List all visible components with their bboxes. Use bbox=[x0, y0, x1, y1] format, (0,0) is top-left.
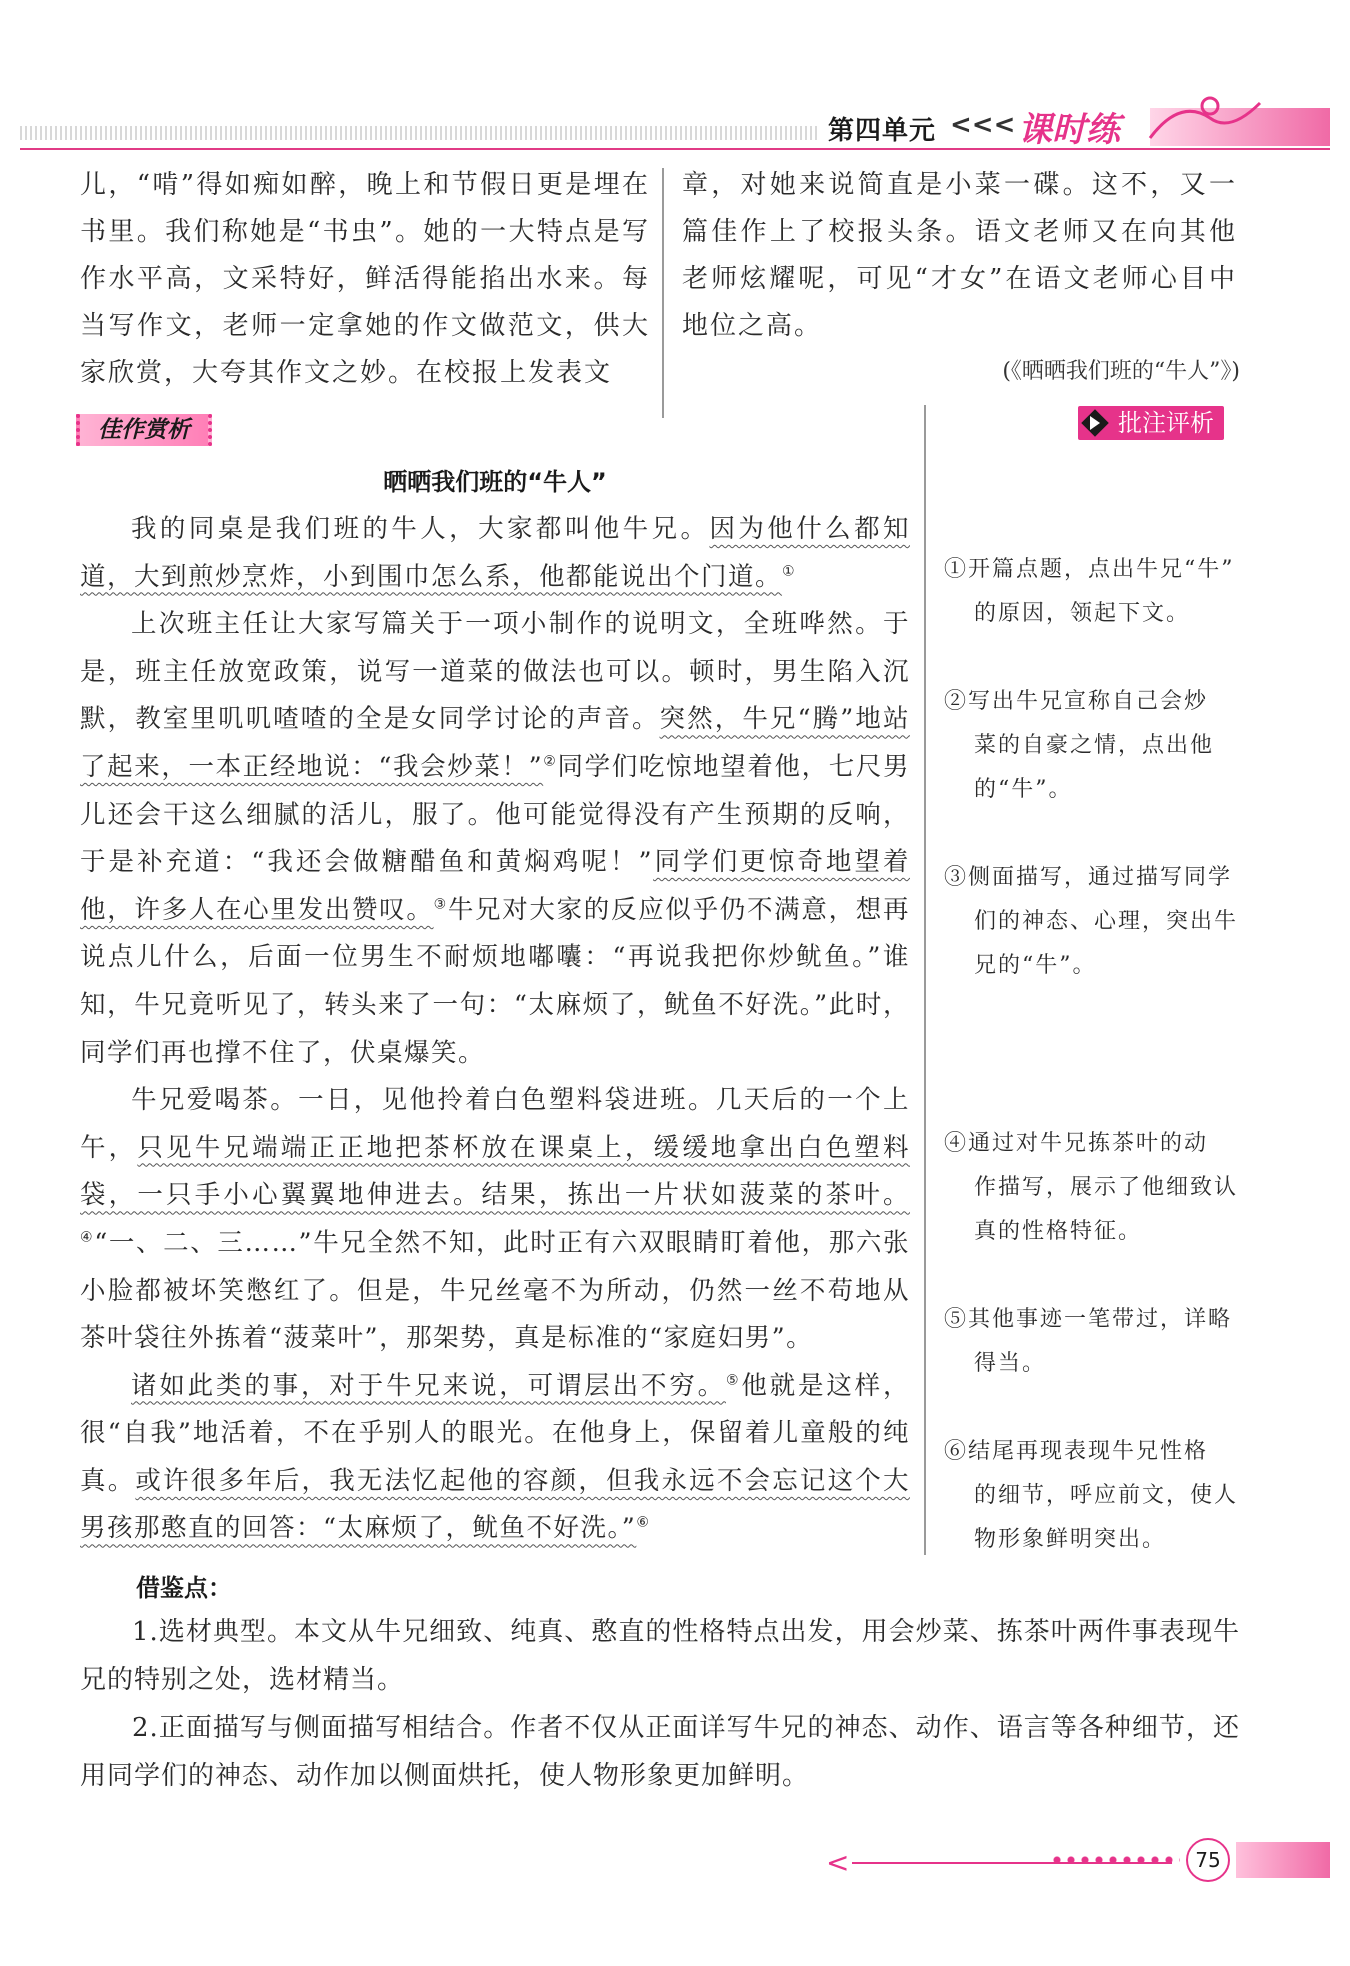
footer-dots bbox=[1050, 1852, 1180, 1868]
text-span: 上次班主任让大家写篇关于一项小制作的说明文，全班哗然。于是，班主任放宽政策，说写一道菜的做法也可以。顿时，男生陷入沉默，教室里叽叽喳喳的全是女同学讨论的声音。 bbox=[80, 609, 910, 735]
note-number: ① bbox=[944, 557, 969, 582]
article-title: 晒晒我们班的“牛人” bbox=[383, 468, 607, 496]
underlined-span: 因为他什么都知道，大到煎炒烹炸，小到围巾怎么系，他都能说出个门道。 bbox=[80, 514, 910, 592]
note-number: ⑤ bbox=[944, 1307, 969, 1332]
note-text: 其他事迹一笔带过，详略 bbox=[968, 1307, 1233, 1332]
note-text: 开篇点题，点出牛兄“牛” bbox=[968, 557, 1235, 582]
note-text: 们的神态、心理，突出牛兄的“牛”。 bbox=[974, 909, 1239, 978]
header-rule bbox=[20, 148, 1330, 150]
top-left-column: 儿，“啃”得如痴如醉，晚上和节假日更是埋在书里。我们称她是“书虫”。她的一大特点是写作水平高，文采特好，鲜活得能掐出水来。每当写作文，老师一定拿她的作文做范文，供大家欣赏，大夸其作文之妙。在校报上发表文 bbox=[80, 170, 650, 388]
note-number: ④ bbox=[944, 1131, 969, 1156]
section-tag-jiazuo: 佳作赏析 bbox=[76, 414, 212, 446]
text-span: 牛兄爱喝茶。一日，见他拎着白色塑料袋进班。几天后的一个上午， bbox=[80, 1085, 910, 1163]
play-icon bbox=[1090, 416, 1100, 430]
text-span: 牛兄对大家的反应似乎仍不满意，想再说点儿什么，后面一位男生不耐烦地嘟囔：“再说我把你炒鱿鱼。”谁知，牛兄竟听见了，转头来了一句：“太麻烦了，鱿鱼不好洗。”此时，同学们再也撑不住了，伏桌爆笑。 bbox=[80, 894, 910, 1068]
takeaway-point-2: 2.正面描写与侧面描写相结合。作者不仅从正面详写牛兄的神态、动作、语言等各种细节，还用同学们的神态、动作加以侧面烘托，使人物形象更加鲜明。 bbox=[80, 1713, 1240, 1791]
note-marker: ② bbox=[543, 753, 558, 770]
note-text: 侧面描写，通过描写同学 bbox=[968, 865, 1233, 890]
annotation-6 bbox=[944, 1430, 1244, 1562]
note-number: ⑥ bbox=[944, 1439, 969, 1464]
unit-title: 第四单元 bbox=[828, 116, 937, 146]
page-header bbox=[0, 88, 1350, 152]
underlined-span: 只见牛兄端端正正地把茶杯放在课桌上，缓缓地拿出白色塑料袋，一只手小心翼翼地伸进去。结果，拣出一片状如菠菜的茶叶。 bbox=[80, 1132, 910, 1211]
note-text: 菜的自豪之情，点出他的“牛”。 bbox=[974, 733, 1215, 802]
note-text: 得当。 bbox=[974, 1351, 1047, 1376]
note-marker: ③ bbox=[433, 896, 448, 913]
article-paragraph-3 bbox=[80, 1077, 910, 1363]
annotation-2 bbox=[944, 680, 1244, 812]
brand-logo: 课时练 bbox=[1018, 110, 1120, 150]
note-marker: ① bbox=[782, 563, 797, 580]
section-tag-pizhu: 批注评析 bbox=[1078, 406, 1224, 440]
note-text: 作描写，展示了他细致认真的性格特征。 bbox=[974, 1175, 1239, 1244]
note-marker: ⑤ bbox=[725, 1372, 742, 1389]
takeaway-point-1: 1.选材典型。本文从牛兄细致、纯真、憨直的性格特点出发，用会炒菜、拣茶叶两件事表现牛兄的特别之处，选材精当。 bbox=[80, 1617, 1240, 1695]
text-span: 我的同桌是我们班的牛人，大家都叫他牛兄。 bbox=[131, 514, 710, 544]
underlined-span: 或许很多年后，我无法忆起他的容颜，但我永远不会忘记这个大男孩那憨直的回答：“太麻烦了，鱿鱼不好洗。” bbox=[80, 1465, 910, 1544]
brand-swirl-icon bbox=[1140, 88, 1330, 148]
text-span: 他就是这样，很“自我”地活着，不在乎别人的眼光。在他身上，保留着儿童般的纯真。 bbox=[80, 1370, 910, 1496]
takeaway-body bbox=[80, 1608, 1240, 1800]
underlined-span: 突然，牛兄“腾”地站了起来，一本正经地说：“我会炒菜！” bbox=[80, 704, 910, 782]
article-paragraph-2 bbox=[80, 601, 910, 1077]
note-text: 通过对牛兄拣茶叶的动 bbox=[968, 1131, 1209, 1156]
text-span: 同学们吃惊地望着他，七尺男儿还会干这么细腻的活儿，服了。他可能觉得没有产生预期的反响，于是补充道：“我还会做糖醋鱼和黄焖鸡呢！” bbox=[80, 751, 910, 878]
note-text: 结尾再现表现牛兄性格 bbox=[968, 1439, 1209, 1464]
top-source: (《晒晒我们班的“牛人”》) bbox=[1002, 359, 1240, 384]
article-body bbox=[80, 506, 910, 1553]
note-text: 的原因，领起下文。 bbox=[974, 601, 1191, 626]
note-number: ② bbox=[944, 689, 969, 714]
annotation-4 bbox=[944, 1122, 1244, 1254]
header-stripe bbox=[20, 126, 820, 140]
note-marker: ⑥ bbox=[636, 1514, 651, 1531]
text-span: “一、二、三……”牛兄全然不知，此时正有六双眼睛盯着他，那六张小脸都被坏笑憋红了。但是，牛兄丝毫不为所动，仍然一丝不苟地从茶叶袋往外拣着“菠菜叶”，那架势，真是标准的“家庭妇男”。 bbox=[80, 1227, 910, 1354]
takeaway-title: 借鉴点： bbox=[136, 1574, 232, 1602]
annotation-3 bbox=[944, 856, 1244, 988]
arrow-left-icon: < bbox=[826, 1846, 850, 1879]
article-paragraph-4 bbox=[80, 1363, 910, 1553]
annotation-1 bbox=[944, 548, 1244, 636]
chevrons-icon: <<< bbox=[950, 110, 1016, 140]
note-text: 写出牛兄宣称自己会炒 bbox=[968, 689, 1209, 714]
note-text: 的细节，呼应前文，使人物形象鲜明突出。 bbox=[974, 1483, 1239, 1552]
note-number: ③ bbox=[944, 865, 969, 890]
underlined-span: 同学们更惊奇地望着他，许多人在心里发出赞叹。 bbox=[80, 847, 910, 925]
article-paragraph-1 bbox=[80, 506, 910, 601]
top-right-column: 章，对她来说简直是小菜一碟。这不，又一篇佳作上了校报头条。语文老师又在向其他老师炫耀呢，可见“才女”在语文老师心目中地位之高。 bbox=[682, 170, 1237, 341]
annotation-5 bbox=[944, 1298, 1244, 1386]
note-marker: ④ bbox=[80, 1229, 95, 1246]
underlined-span: 诸如此类的事，对于牛兄来说，可谓层出不穷。 bbox=[131, 1370, 726, 1401]
annotation-divider bbox=[924, 405, 926, 1555]
page-number: 75 bbox=[1186, 1838, 1230, 1882]
footer-band bbox=[1236, 1842, 1330, 1878]
top-column-divider bbox=[662, 168, 664, 418]
